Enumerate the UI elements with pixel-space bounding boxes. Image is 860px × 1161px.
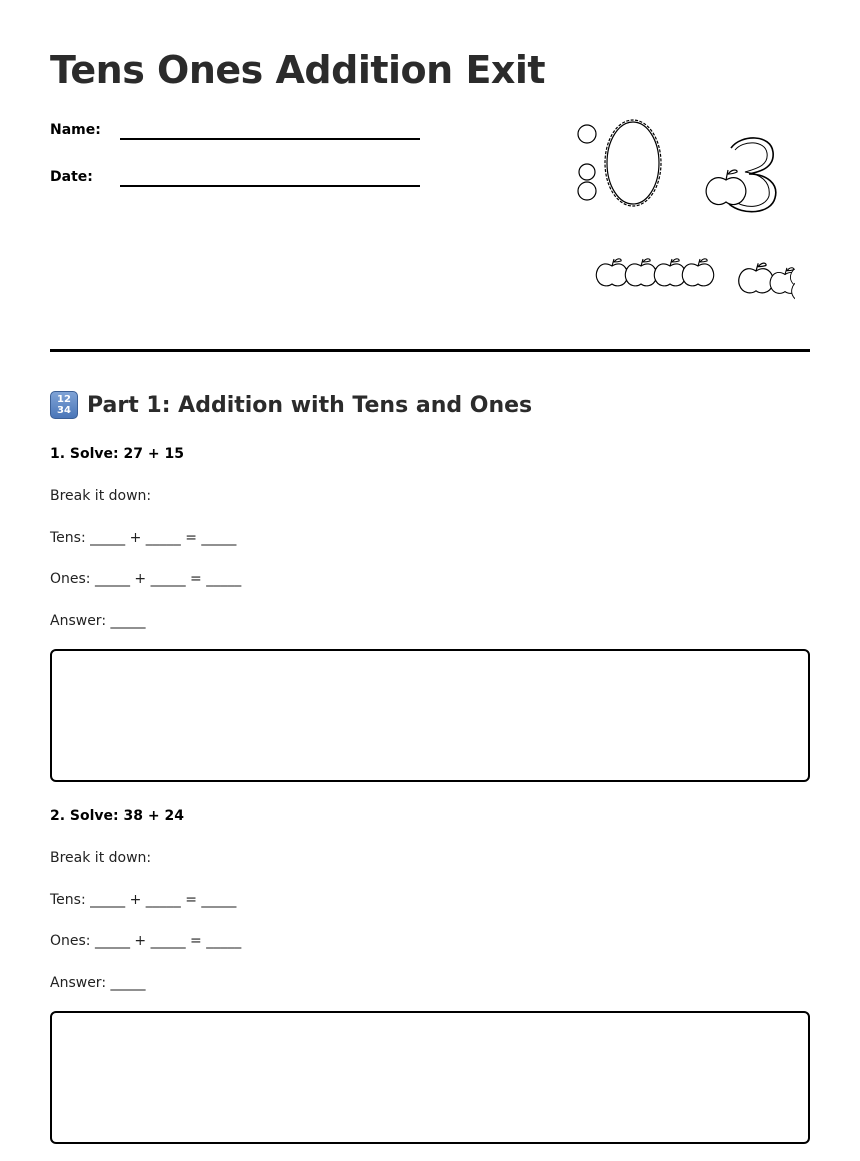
keycap-1234-icon: 12 34 bbox=[50, 391, 78, 419]
date-field-row bbox=[50, 169, 430, 199]
problem-1-breakdown-label: Break it down: bbox=[50, 488, 152, 504]
problem-2-title: 2. Solve: 38 + 24 bbox=[50, 808, 184, 824]
problem-2-work-box[interactable] bbox=[50, 1011, 810, 1144]
tens-ones-apples-icon bbox=[545, 112, 795, 312]
part1-heading bbox=[50, 390, 532, 420]
problem-1-answer-line: Answer: _____ bbox=[50, 613, 146, 629]
problem-1-ones-line: Ones: _____ + _____ = _____ bbox=[50, 571, 242, 587]
name-field[interactable] bbox=[120, 138, 420, 140]
worksheet-title: Tens Ones Addition Exit bbox=[50, 48, 546, 92]
section-divider bbox=[50, 349, 810, 352]
problem-2-tens-line: Tens: _____ + _____ = _____ bbox=[50, 892, 237, 908]
problem-1-work-box[interactable] bbox=[50, 649, 810, 782]
problem-2-breakdown-label: Break it down: bbox=[50, 850, 152, 866]
name-field-row bbox=[50, 122, 430, 152]
part1-heading-text: Part 1: Addition with Tens and Ones bbox=[87, 392, 533, 418]
worksheet-page bbox=[50, 0, 810, 1161]
problem-1-tens-line: Tens: _____ + _____ = _____ bbox=[50, 530, 237, 546]
date-field[interactable] bbox=[120, 185, 420, 187]
problem-2-ones-line: Ones: _____ + _____ = _____ bbox=[50, 933, 242, 949]
problem-2-answer-line: Answer: _____ bbox=[50, 975, 146, 991]
problem-1-title: 1. Solve: 27 + 15 bbox=[50, 446, 184, 462]
date-label: Date: bbox=[50, 169, 93, 185]
name-label: Name: bbox=[50, 122, 101, 138]
